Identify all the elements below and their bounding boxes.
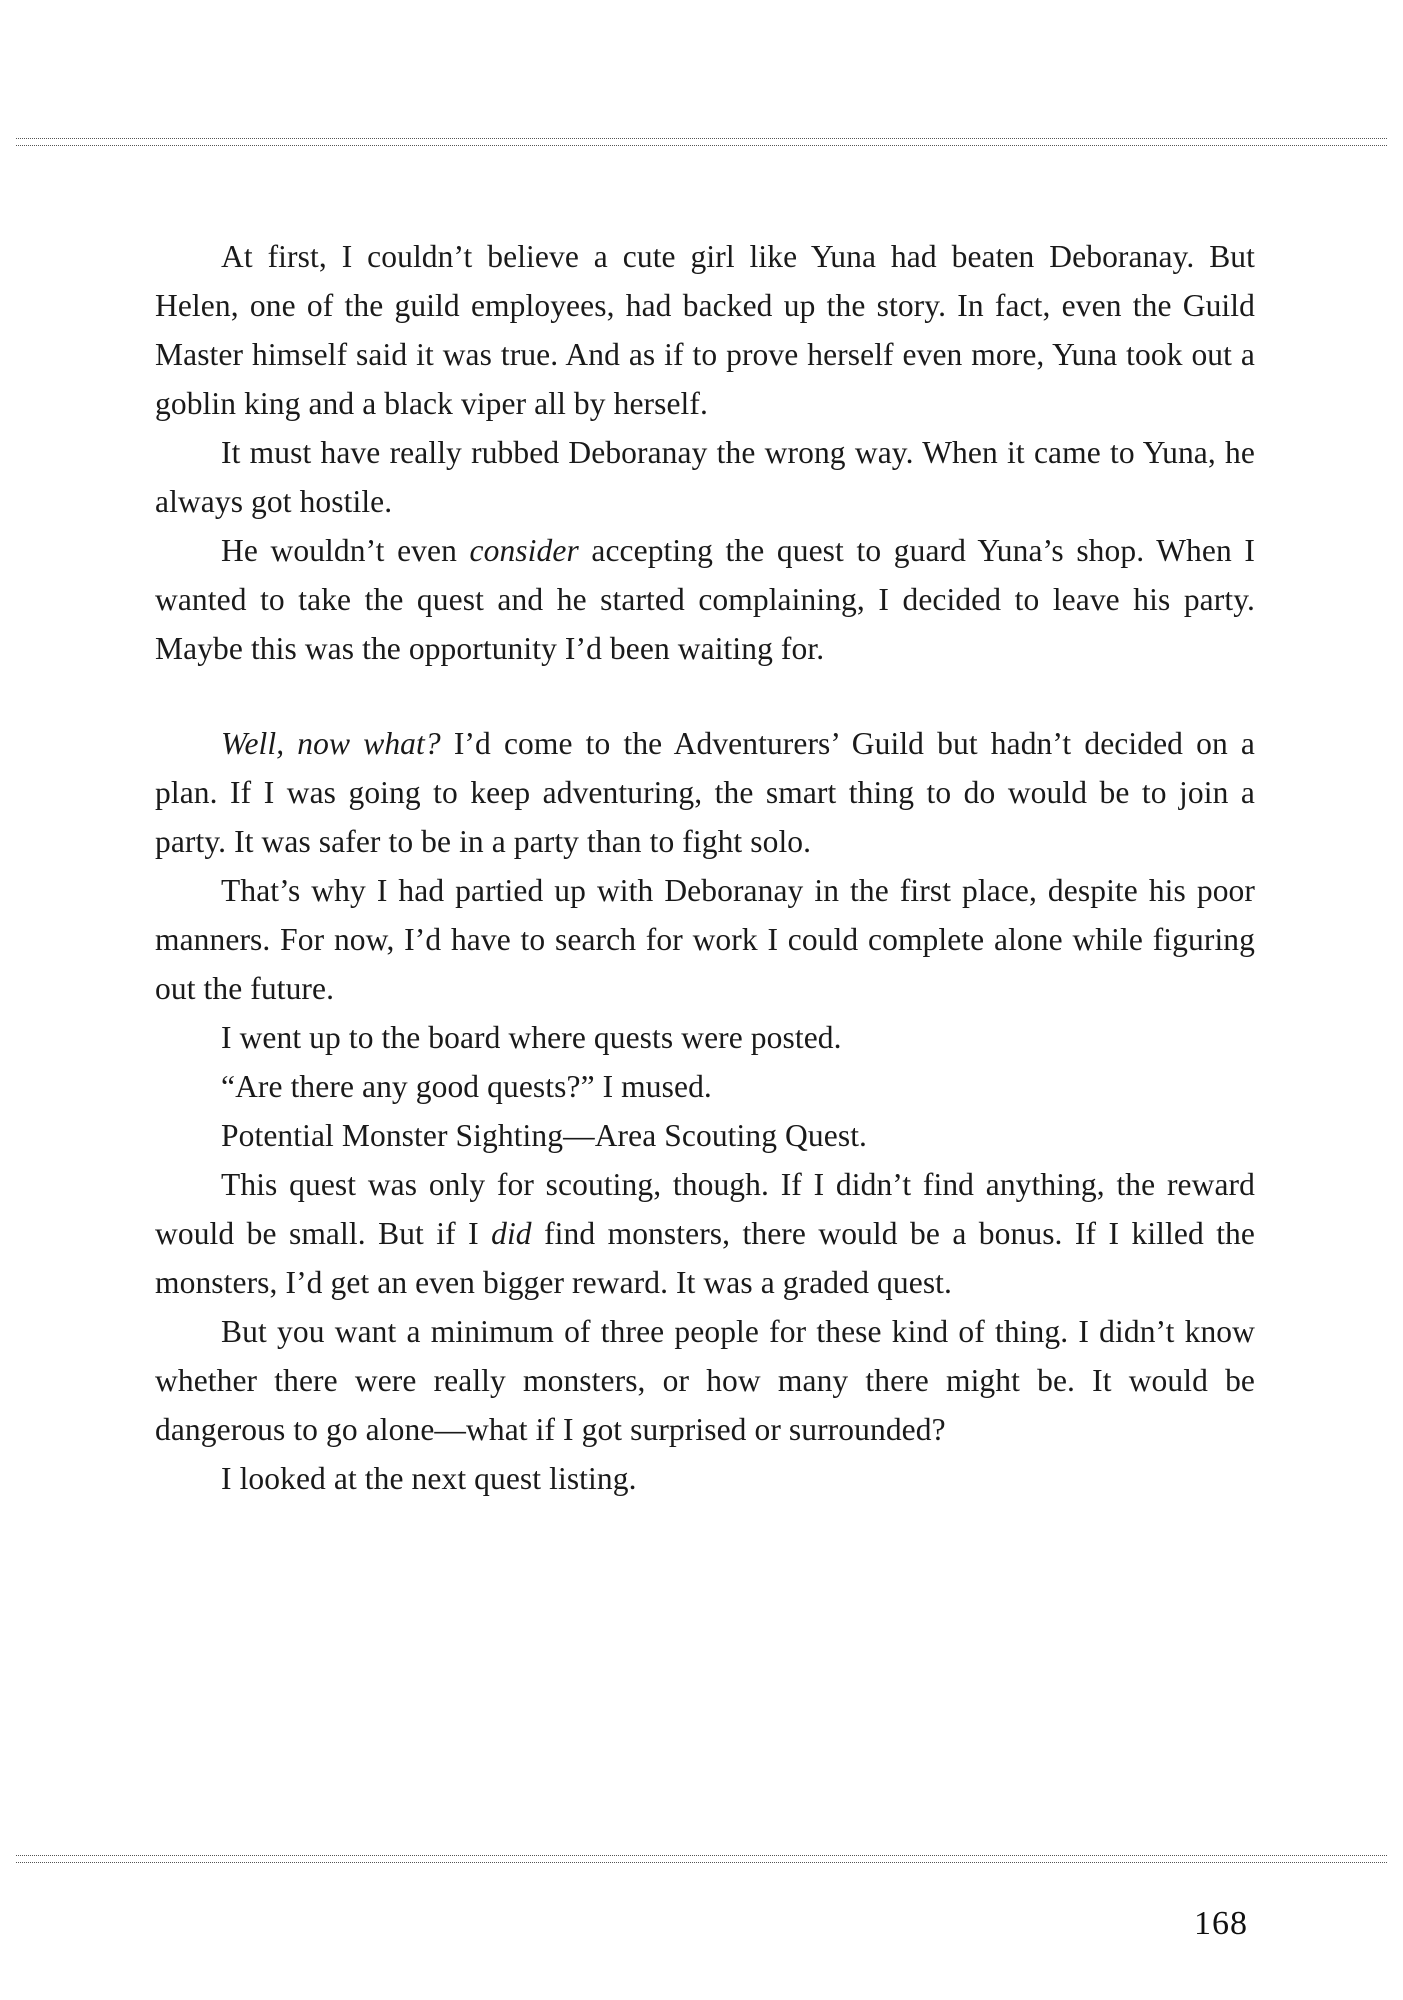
emphasis-text: Well, now what? <box>221 726 441 761</box>
top-decorative-rule <box>16 138 1387 146</box>
paragraph: Potential Monster Sighting—Area Scouting Quest. <box>221 1118 868 1153</box>
paragraph: But you want a minimum of three people for these kind of thing. I didn’t know whether there were really monsters, or how many there might be. It would be dangerous to go alone—what if I got surprised or surrounded? <box>155 1314 1255 1447</box>
bottom-decorative-rule <box>16 1855 1387 1863</box>
paragraph: Well, now what? I’d come to the Adventurers’ Guild but hadn’t decided on a plan. If I was going to keep adventuring, the smart thing to do would be to join a party. It was safer to be in a party than to fight solo. <box>155 726 1255 859</box>
paragraph: It must have really rubbed Deboranay the wrong way. When it came to Yuna, he always got hostile. <box>155 435 1255 519</box>
paragraph: That’s why I had partied up with Deboranay in the first place, despite his poor manners. For now, I’d have to search for work I could complete alone while figuring out the future. <box>155 873 1255 1006</box>
emphasis-text: consider <box>469 533 579 568</box>
emphasis-text: did <box>491 1216 532 1251</box>
paragraph: I looked at the next quest listing. <box>221 1461 637 1496</box>
body-text <box>155 232 1255 1503</box>
paragraph: He wouldn’t even consider accepting the quest to guard Yuna’s shop. When I wanted to take the quest and he started complaining, I decided to leave his party. Maybe this was the opportunity I’d been waiting for. <box>155 533 1255 666</box>
paragraph: I went up to the board where quests were posted. <box>221 1020 842 1055</box>
paragraph: This quest was only for scouting, though. If I didn’t find anything, the reward would be small. But if I did find monsters, there would be a bonus. If I killed the monsters, I’d get an even bigger reward. It was a graded quest. <box>155 1167 1255 1300</box>
page-number: 168 <box>1194 1905 1248 1942</box>
paragraph: At first, I couldn’t believe a cute girl like Yuna had beaten Deboranay. But Helen, one of the guild employees, had backed up the story. In fact, even the Guild Master himself said it was true. And as if to prove herself even more, Yuna took out a goblin king and a black viper all by herself. <box>155 239 1255 421</box>
paragraph: “Are there any good quests?” I mused. <box>221 1069 712 1104</box>
